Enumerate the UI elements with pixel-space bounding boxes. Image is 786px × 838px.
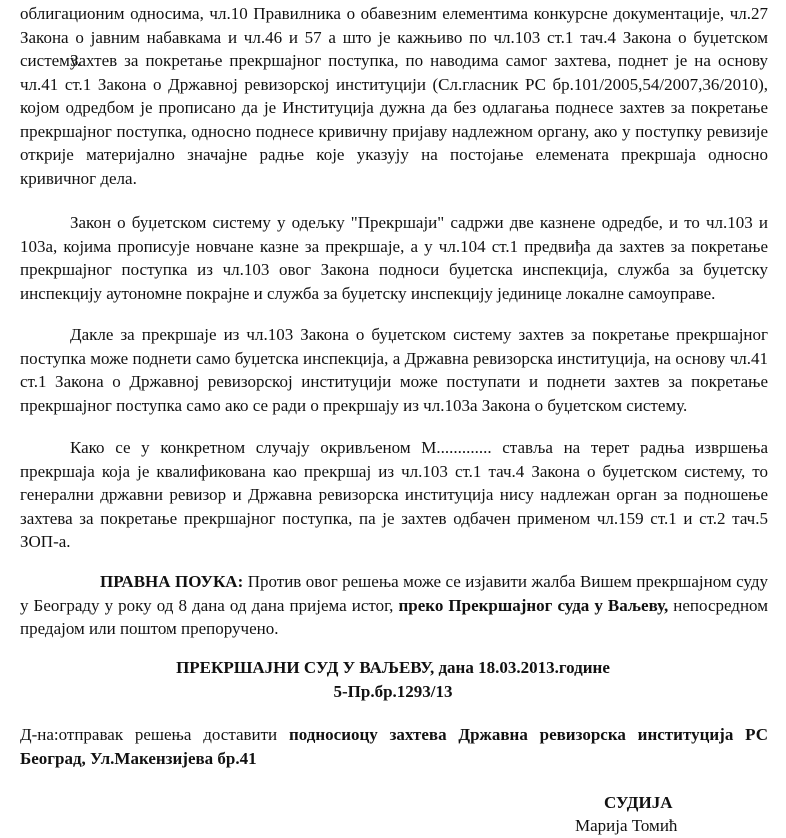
case-number: 5-Пр.бр.1293/13 — [333, 682, 453, 701]
legal-notice-text-2: непосредном предајом или поштом препоручено. — [20, 595, 768, 638]
legal-notice — [20, 570, 768, 641]
paragraph-3 — [20, 211, 768, 305]
paragraph-4 — [20, 323, 768, 417]
paragraph-2-text: Захтев за покретање прекршајног поступка, по наводима самог захтева, поднет је на основу чл.41 ст.1 Закона о Државној ревизорској институцији (Сл.гласник РС бр.101/2005,54/2007,36/2010), којом одредбом је прописано да је Институција дужна да без одлагања поднесе захтев за покретање прекршајног поступка, односно поднесе кривичну пријаву надлежном органу, ако у поступку ревизије открије материјално значајне радње које указују на постојање елемената прекршаја односно кривичног дела. — [20, 51, 768, 188]
judge-name: Марија Томић — [575, 816, 678, 835]
judge-title: СУДИЈА — [604, 793, 673, 812]
paragraph-2 — [20, 49, 768, 190]
delivery-recipient: подносиоцу захтева Државна ревизорска институција РС Београд, Ул.Макензијева бр.41 — [20, 725, 768, 768]
legal-notice-bold: преко Прекршајног суда у Ваљеву, — [398, 595, 669, 615]
delivery-prefix: Д-на:отправак решења доставити — [20, 725, 289, 744]
paragraph-3-text: Закон о буџетском систему у одељку "Прекршаји" садржи две казнене одредбе, и то чл.103 и 103а, којима прописује новчане казне за прекршаје, а у чл.104 ст.1 предвиђа да захтев за покретање прекршајног поступка из чл.103 овог Закона подноси буџетска инспекција, служба за буџетску инспекцију аутономне покрајне и служба за буџетску инспекцију јединице локалне самоуправе. — [20, 213, 768, 303]
court-heading: ПРЕКРШАЈНИ СУД У ВАЉЕВУ, дана 18.03.2013.године — [176, 658, 610, 677]
paragraph-5 — [20, 436, 768, 554]
legal-notice-label: ПРАВНА ПОУКА: — [100, 572, 244, 591]
paragraph-4-text: Дакле за прекршаје из чл.103 Закона о буџетском систему захтев за покретање прекршајног поступка може поднети само буџетска инспекција, а Државна ревизорска институција, на основу чл.41 ст.1 Закона о Државној ревизорској институцији може поступати и поднети захтев за покретање прекршајног поступка само ако се ради о прекршају из чл.103а Закона о буџетском систему. — [20, 325, 768, 415]
paragraph-5-text: Како се у конкретном случају окривљеном М............. ставља на терет радња извршења прекршаја која је квалификована као прекршај из чл.103 ст.1 тач.4 Закона о буџетском систему, то генерални државни ревизор и Државна ревизорска институција нису надлежан орган за подношење захтева за покретање прекршајног поступка, па је захтев одбачен применом чл.159 ст.1 и ст.2 тач.5 ЗОП-а. — [20, 438, 768, 551]
paragraph-1-text: облигационим односима, чл.10 Правилника о обавезним елементима конкурсне документације, чл.27 Закона о јавним набавкама и чл.46 и 57 а што је кажњиво по чл.103 ст.1 тач.4 Закона о буџетском систему. — [20, 4, 768, 70]
delivery-note — [20, 723, 768, 770]
legal-notice-text-1: Против овог решења може се изјавити жалба Вишем прекршајном суду у Београду у року од 8 дана од дана пријема истог, — [20, 572, 768, 615]
